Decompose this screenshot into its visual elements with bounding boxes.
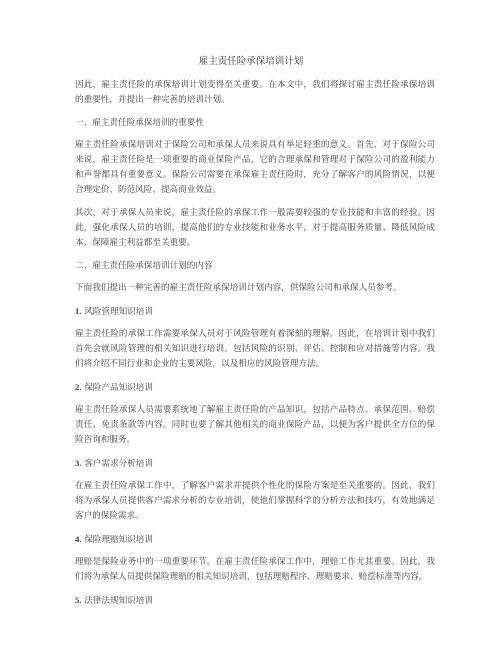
document-body xyxy=(75,78,435,616)
item-5-number: 5. xyxy=(75,595,82,605)
item-2-title: 保险产品知识培训 xyxy=(84,383,153,393)
item-4-title: 保险理赔知识培训 xyxy=(84,535,153,545)
item-3-number: 3. xyxy=(75,458,82,468)
section-1-heading: 一、雇主责任险承保培训的重要性 xyxy=(75,118,204,128)
item-5-title: 法律法规知识培训 xyxy=(84,596,153,606)
item-4-heading xyxy=(75,532,435,548)
item-4-number: 4. xyxy=(75,534,82,544)
item-2-heading xyxy=(75,380,435,396)
item-3-heading xyxy=(75,456,435,472)
document-title: 雇主责任险承保培训计划 xyxy=(198,56,304,67)
section-2-heading: 二、雇主责任险承保培训计划的内容 xyxy=(75,261,213,271)
item-1-number: 1. xyxy=(75,306,82,316)
item-3-body: 在雇主责任险承保工作中，了解客户需求并提供个性化的保险方案是至关重要的。因此，我们将为承保人员提供客户需求分析的专业培训，使他们掌握科学的分析方法和技巧，有效地满足客户的保险需求。 xyxy=(75,481,435,521)
item-1-body: 雇主责任险的承保工作需要承保人员对于风险管理有着深刻的理解。因此，在培训计划中我们首先会就风险管理的相关知识进行培训。包括风险的识别、评估、控制和应对措施等内容。我们将介绍不同行业和企业的主要风险，以及相应的风险管理方法。 xyxy=(75,329,435,369)
section-2-lead: 下面我们提出一种完善的雇主责任险承保培训计划内容，供保险公司和承保人员参考。 xyxy=(75,283,402,293)
item-2-body: 雇主责任险承保人员需要系统地了解雇主责任险的产品知识，包括产品特点、承保范围、赔偿责任、免责条款等内容。同时也要了解其他相关的商业保险产品，以便为客户提供全方位的保险咨询和服务。 xyxy=(75,405,435,445)
item-1-title: 风险管理知识培训 xyxy=(84,307,153,317)
intro-paragraph: 因此，雇主责任险的承保培训计划变得至关重要。在本文中，我们将探讨雇主责任险承保培训的重要性，并提出一种完善的培训计划。 xyxy=(75,80,435,105)
item-4-body: 理赔是保险业务中的一项重要环节。在雇主责任险承保工作中，理赔工作尤其重要。因此，我们将为承保人员提供保险理赔的相关知识培训，包括理赔程序、理赔要求、赔偿标准等内容。 xyxy=(75,557,435,582)
section-1-paragraph-1: 雇主责任险承保培训对于保险公司和承保人员来说具有举足轻重的意义。首先，对于保险公司来说，雇主责任险是一项重要的商业保险产品，它的合理承保和管理对于保险公司的盈利能力和声誉都具有重要意义。保险公司需要在承保雇主责任险时，充分了解客户的风险情况，以便合理定价、防范风险、提高商业效益。 xyxy=(75,140,435,195)
item-5-heading xyxy=(75,593,435,609)
section-1-paragraph-2: 其次，对于承保人员来说，雇主责任险的承保工作一般需要较强的专业技能和丰富的经验。因此，强化承保人员的培训，提高他们的专业技能和业务水平，对于提高服务质量、降低风险成本、保障雇主利益都至关重要。 xyxy=(75,208,435,248)
item-3-title: 客户需求分析培训 xyxy=(84,459,153,469)
item-1-heading xyxy=(75,304,435,320)
item-2-number: 2. xyxy=(75,382,82,392)
